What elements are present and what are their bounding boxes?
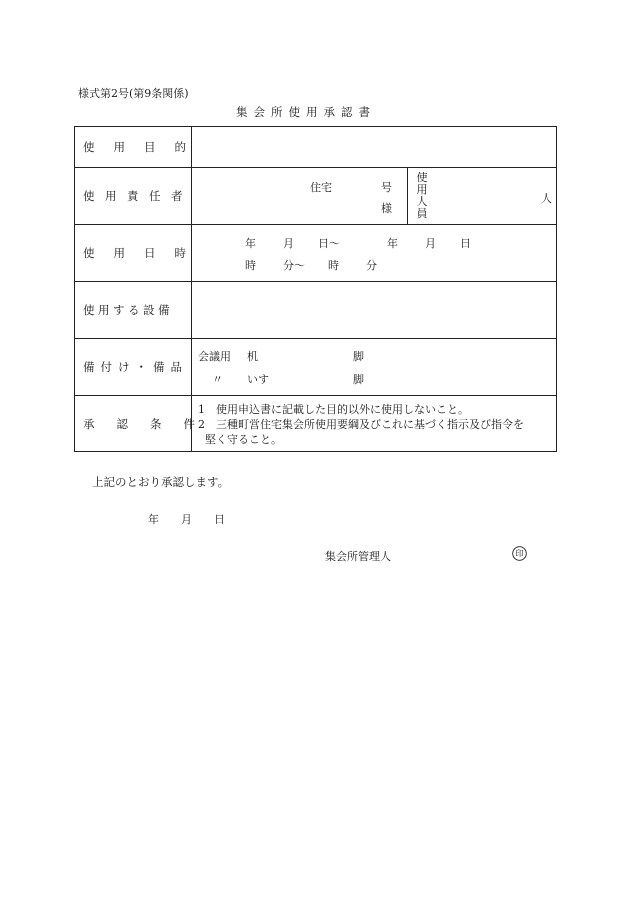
equipment-row: [75, 282, 556, 339]
start-year-label: 年: [245, 237, 256, 250]
fixtures-row: [75, 339, 556, 396]
manager-label: 集会所管理人: [325, 550, 391, 563]
start-day-label: 日〜: [318, 237, 340, 250]
fixture-1-type: 机: [247, 350, 258, 363]
users-label: 使 用 人 員: [416, 171, 428, 220]
fixture-2-type: いす: [247, 373, 269, 386]
responsible-row: [75, 168, 556, 225]
equipment-field[interactable]: [192, 282, 556, 338]
seal-text: 印: [515, 549, 524, 560]
condition-1: 1 使用申込書に記載した目的以外に使用しないこと。: [198, 403, 469, 416]
fixtures-label: 備付け・備品: [83, 360, 188, 374]
responsible-label: 使用責任者: [83, 189, 193, 203]
start-hour-label: 時: [245, 259, 256, 272]
form-reference: 様式第2号(第9条関係): [78, 87, 189, 100]
end-year-label: 年: [387, 237, 398, 250]
document-title: 集会所使用承認書: [236, 105, 376, 119]
conditions-label: 承認条件: [83, 416, 217, 431]
fixture-2-name: 〃: [212, 373, 223, 386]
condition-2: 2 三種町営住宅集会所使用要綱及びこれに基づく指示及び指令を: [198, 418, 524, 431]
users-label-cell: [407, 168, 436, 224]
end-month-label: 月: [425, 237, 436, 250]
fixture-1-unit: 脚: [353, 350, 364, 363]
address-label: 住宅: [310, 181, 332, 194]
fixture-2-unit: 脚: [353, 373, 364, 386]
conditions-field: [192, 396, 556, 451]
approval-date: 年 月 日: [148, 513, 225, 526]
equipment-label: 使用する設備: [83, 303, 173, 317]
approval-form-table: [74, 126, 557, 452]
purpose-field[interactable]: [192, 127, 556, 167]
users-unit-label: 人: [541, 192, 552, 205]
datetime-label: 使用日時: [83, 246, 205, 260]
datetime-field[interactable]: [192, 225, 556, 281]
purpose-label: 使用目的: [83, 140, 205, 154]
datetime-row: [75, 225, 556, 282]
responsible-field[interactable]: [192, 168, 556, 224]
start-minute-label: 分〜: [283, 259, 305, 272]
end-minute-label: 分: [366, 259, 377, 272]
fixtures-field[interactable]: [192, 339, 556, 395]
purpose-row: [75, 127, 556, 168]
start-month-label: 月: [283, 237, 294, 250]
fixture-1-name: 会議用: [198, 350, 231, 363]
end-hour-label: 時: [328, 259, 339, 272]
honorific-label: 様: [381, 202, 392, 215]
seal-icon: [512, 546, 527, 561]
condition-2-continued: 堅く守ること。: [205, 433, 282, 446]
end-day-label: 日: [460, 237, 471, 250]
conditions-row: [75, 396, 556, 451]
house-number-label: 号: [381, 181, 392, 194]
approval-statement: 上記のとおり承認します。: [92, 475, 230, 489]
